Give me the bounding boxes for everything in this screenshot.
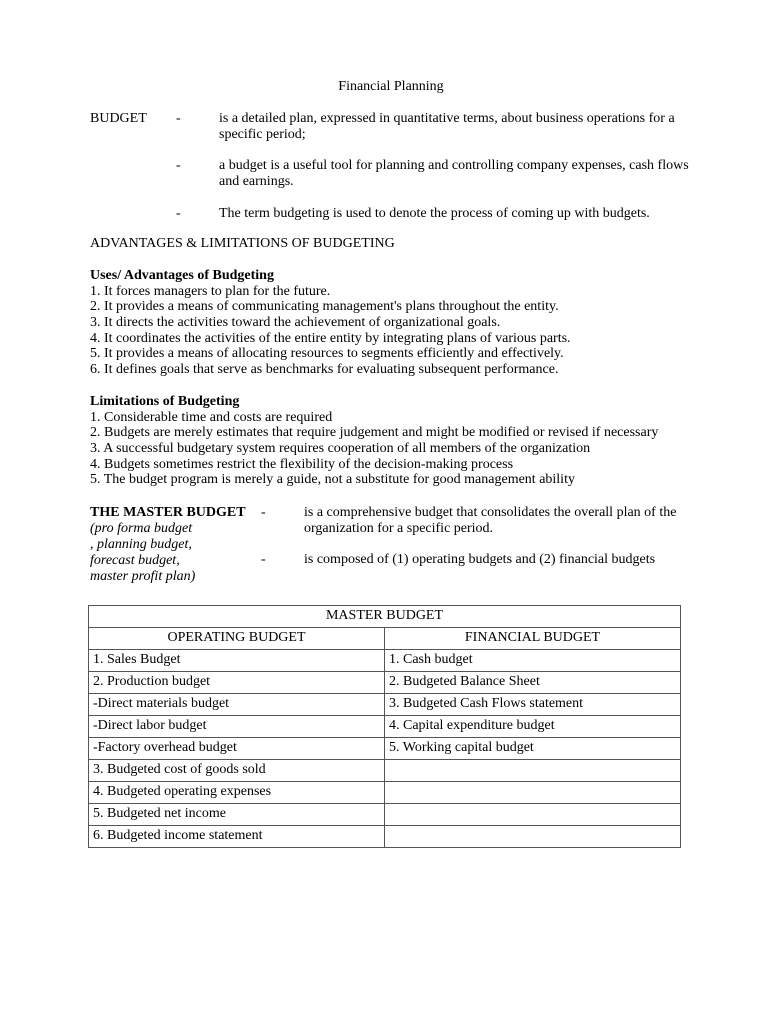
limitations-heading: Limitations of Budgeting: [90, 394, 240, 409]
table-cell: 3. Budgeted Cash Flows statement: [385, 694, 681, 716]
column-header: OPERATING BUDGET: [89, 628, 385, 650]
definition-text: The term budgeting is used to denote the process of coming up with budgets.: [219, 206, 650, 221]
master-budget-alias: forecast budget,: [90, 553, 180, 568]
limitations-list: [90, 394, 710, 488]
table-cell: [385, 760, 681, 782]
list-item: 2. It provides a means of communicating management's plans throughout the entity.: [90, 299, 559, 315]
table-row: [89, 782, 681, 804]
table-cell: 2. Production budget: [89, 672, 385, 694]
table-title: MASTER BUDGET: [89, 606, 681, 628]
list-item: 4. Budgets sometimes restrict the flexibility of the decision-making process: [90, 456, 514, 472]
table-row: [89, 760, 681, 782]
table-cell: -Direct materials budget: [89, 694, 385, 716]
list-item: 1. Considerable time and costs are required: [90, 409, 333, 425]
definition-dash: -: [176, 158, 181, 173]
page-title: Financial Planning: [338, 79, 444, 94]
table-row: [89, 694, 681, 716]
table-cell: 1. Cash budget: [385, 650, 681, 672]
table-cell: 6. Budgeted income statement: [89, 826, 385, 848]
list-item: 5. The budget program is merely a guide, not a substitute for good management ability: [90, 472, 575, 488]
table-cell: 4. Capital expenditure budget: [385, 716, 681, 738]
master-budget-alias: , planning budget,: [90, 537, 192, 552]
table-row: [89, 738, 681, 760]
table-row: [89, 716, 681, 738]
definition-dash: -: [176, 206, 181, 221]
table-cell: 5. Working capital budget: [385, 738, 681, 760]
table-row: [89, 826, 681, 848]
master-budget-alias: (pro forma budget: [90, 521, 193, 536]
master-budget-definition-2: is composed of (1) operating budgets and (2) financial budgets: [304, 552, 656, 567]
master-budget-definition-1: is a comprehensive budget that consolidates the overall plan of the organization for a specific period.: [304, 505, 677, 536]
table-row: [89, 672, 681, 694]
table-cell: 3. Budgeted cost of goods sold: [89, 760, 385, 782]
table-row: [89, 804, 681, 826]
table-cell: 4. Budgeted operating expenses: [89, 782, 385, 804]
table-cell: 2. Budgeted Balance Sheet: [385, 672, 681, 694]
definition-text: a budget is a useful tool for planning and controlling company expenses, cash flows and earnings.: [219, 158, 689, 189]
definition-dash: -: [176, 111, 181, 126]
list-item: 3. A successful budgetary system requires cooperation of all members of the organization: [90, 441, 591, 457]
list-item: 4. It coordinates the activities of the entire entity by integrating plans of various parts.: [90, 330, 571, 346]
table-row: [89, 650, 681, 672]
advantages-heading: Uses/ Advantages of Budgeting: [90, 268, 274, 283]
list-item: 5. It provides a means of allocating resources to segments efficiently and effectively.: [90, 346, 564, 362]
table-cell: [385, 804, 681, 826]
table-title-row: [89, 606, 681, 628]
list-item: 6. It defines goals that serve as benchmarks for evaluating subsequent performance.: [90, 362, 559, 378]
master-budget-term: THE MASTER BUDGET: [90, 505, 246, 520]
definition-dash: -: [261, 552, 266, 567]
advantages-list: [90, 268, 710, 378]
master-budget-alias: master profit plan): [90, 569, 196, 584]
budget-term: BUDGET: [90, 111, 147, 126]
definition-text: is a detailed plan, expressed in quantitative terms, about business operations for a specific period;: [219, 111, 675, 142]
list-item: 1. It forces managers to plan for the future.: [90, 283, 331, 299]
table-header-row: [89, 628, 681, 650]
list-item: 2. Budgets are merely estimates that require judgement and might be modified or revised if necessary: [90, 425, 659, 441]
column-header: FINANCIAL BUDGET: [385, 628, 681, 650]
table-cell: [385, 782, 681, 804]
table-cell: 5. Budgeted net income: [89, 804, 385, 826]
table-cell: [385, 826, 681, 848]
table-cell: -Direct labor budget: [89, 716, 385, 738]
table-cell: -Factory overhead budget: [89, 738, 385, 760]
definition-dash: -: [261, 505, 266, 520]
table-cell: 1. Sales Budget: [89, 650, 385, 672]
section-heading: ADVANTAGES & LIMITATIONS OF BUDGETING: [90, 236, 395, 251]
master-budget-table: [88, 605, 681, 848]
list-item: 3. It directs the activities toward the achievement of organizational goals.: [90, 315, 501, 331]
